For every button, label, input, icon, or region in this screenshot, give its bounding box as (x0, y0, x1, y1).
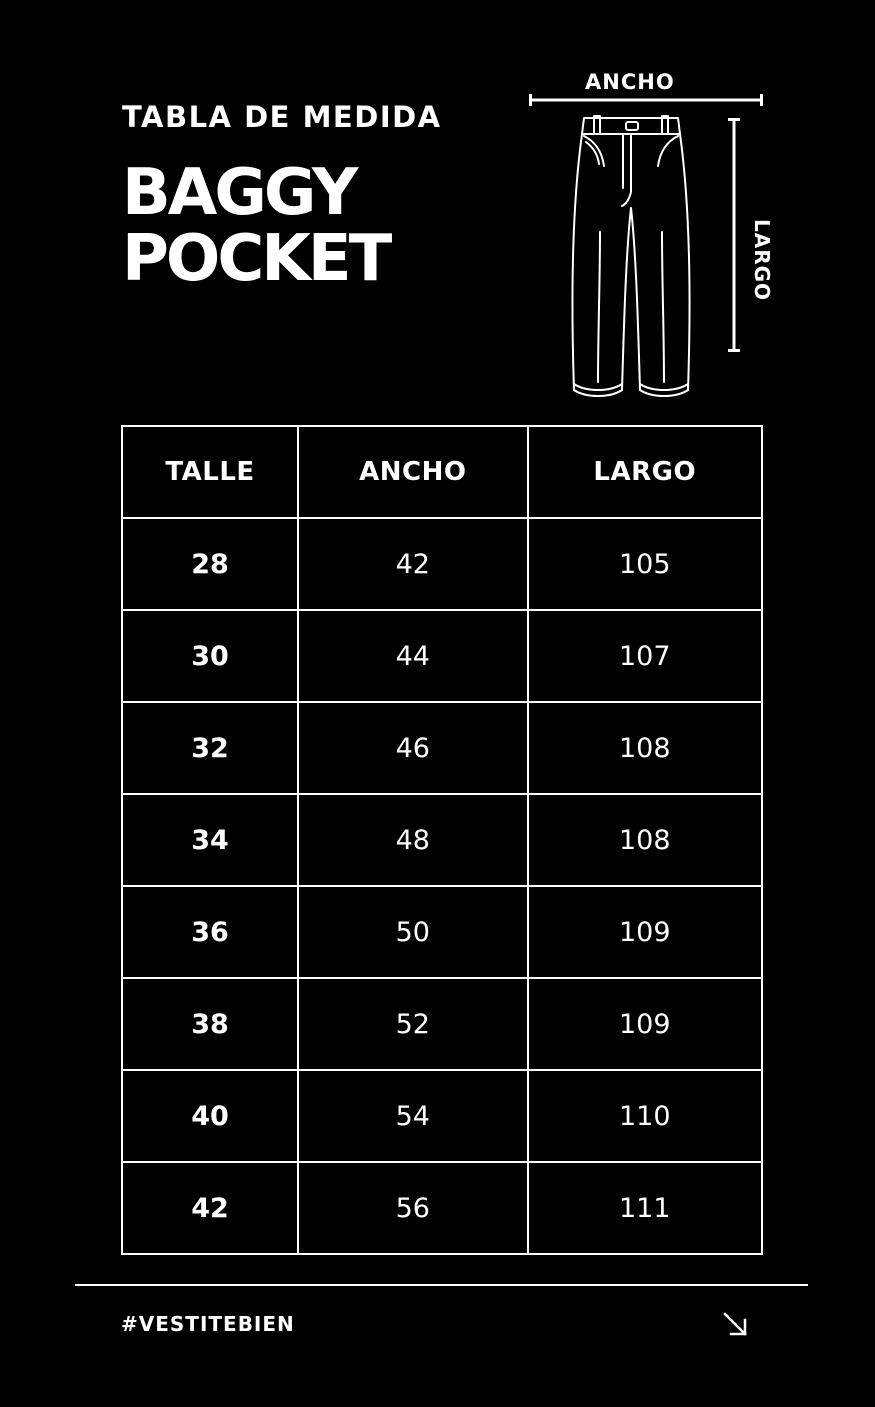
table-row (122, 702, 762, 794)
cell-largo: 111 (528, 1162, 762, 1254)
cell-talle: 36 (122, 886, 298, 978)
cell-largo: 108 (528, 794, 762, 886)
table-header-row (122, 426, 762, 518)
cell-talle: 32 (122, 702, 298, 794)
cell-ancho: 50 (298, 886, 527, 978)
table-row (122, 610, 762, 702)
largo-measure-line (726, 118, 742, 352)
cell-talle: 28 (122, 518, 298, 610)
cell-ancho: 44 (298, 610, 527, 702)
cell-ancho: 56 (298, 1162, 527, 1254)
cell-ancho: 46 (298, 702, 527, 794)
header-ancho: ANCHO (298, 426, 527, 518)
table-row (122, 1162, 762, 1254)
cell-ancho: 42 (298, 518, 527, 610)
table-row (122, 1070, 762, 1162)
cell-ancho: 48 (298, 794, 527, 886)
table-row (122, 518, 762, 610)
cell-largo: 107 (528, 610, 762, 702)
table-row (122, 978, 762, 1070)
cell-talle: 42 (122, 1162, 298, 1254)
page-title (122, 156, 390, 296)
cell-ancho: 54 (298, 1070, 527, 1162)
pants-outline-icon (566, 112, 696, 404)
ancho-label: ANCHO (585, 70, 675, 94)
cell-talle: 34 (122, 794, 298, 886)
subtitle: TABLA DE MEDIDA (122, 100, 442, 134)
header-largo: LARGO (528, 426, 762, 518)
title-line-1: BAGGY (122, 156, 356, 230)
cell-largo: 109 (528, 886, 762, 978)
cell-largo: 105 (528, 518, 762, 610)
table-row (122, 794, 762, 886)
cell-talle: 30 (122, 610, 298, 702)
cell-talle: 40 (122, 1070, 298, 1162)
ancho-measure-line (529, 92, 763, 108)
cell-largo: 110 (528, 1070, 762, 1162)
cell-talle: 38 (122, 978, 298, 1070)
largo-label: LARGO (750, 218, 774, 302)
table-row (122, 886, 762, 978)
cell-largo: 109 (528, 978, 762, 1070)
header-talle: TALLE (122, 426, 298, 518)
footer-divider (75, 1284, 808, 1286)
size-table (121, 425, 763, 1255)
hashtag: #VESTITEBIEN (121, 1312, 295, 1336)
arrow-down-right-icon (722, 1311, 748, 1337)
title-line-2: POCKET (122, 222, 390, 296)
cell-ancho: 52 (298, 978, 527, 1070)
cell-largo: 108 (528, 702, 762, 794)
